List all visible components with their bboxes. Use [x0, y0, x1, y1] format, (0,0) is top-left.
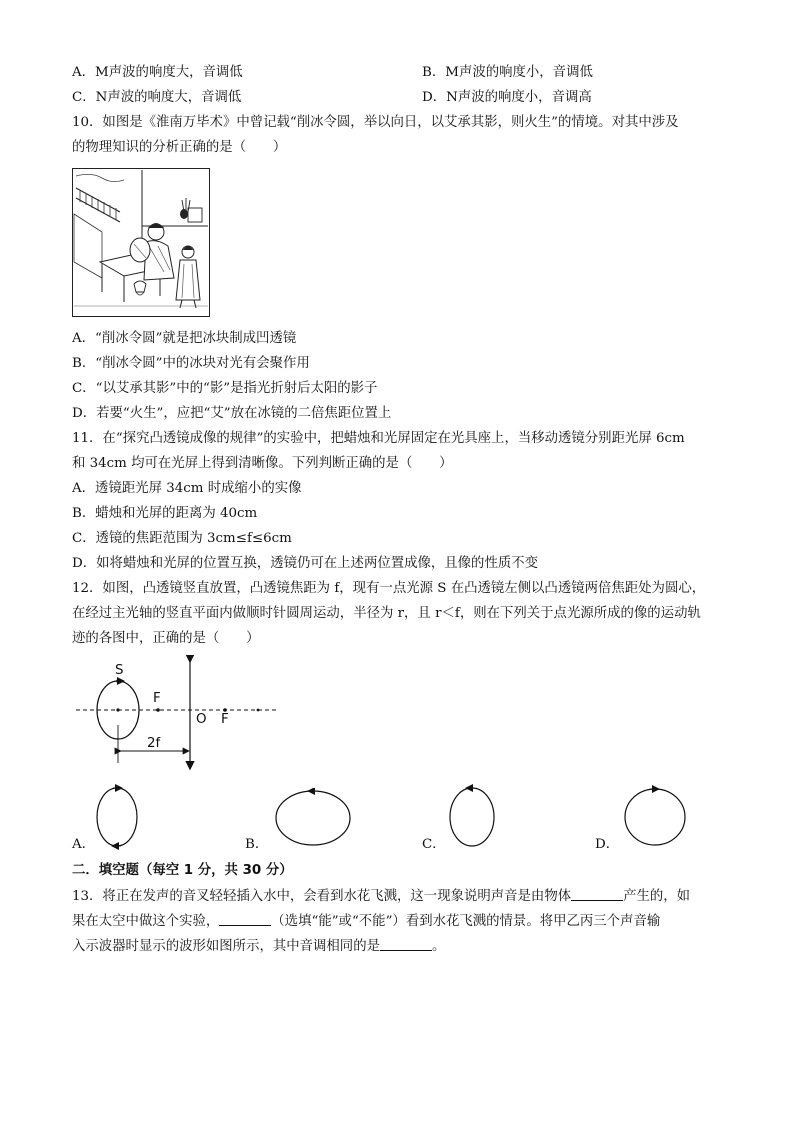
q13-blank-1[interactable] [571, 888, 623, 901]
q13-line2-text-a: 果在太空中做这个实验， [72, 914, 220, 929]
q10-option-c: C．“以艾承其影”中的“影”是指光折射后太阳的影子 [72, 381, 378, 396]
q13-line2-text-b: （选填“能”或“不能”）看到水花飞溅的情景。将甲乙丙三个声音输 [271, 914, 661, 929]
q12-choice-a-label: A． [72, 837, 96, 852]
q10-option-d: D．若要“火生”，应把“艾”放在冰镜的二倍焦距位置上 [72, 406, 392, 421]
q13-line3-text-b: 。 [431, 939, 446, 954]
convex-lens-diagram [70, 655, 285, 775]
q12-stem-line3: 迹的各图中，正确的是（ ） [72, 631, 260, 646]
section-title: 二．填空题（每空 1 分，共 30 分） [72, 863, 293, 878]
q10-stem-line1: 10．如图是《淮南万毕术》中曾记载“削冰令圆，举以向日，以艾承其影，则火生”的情境。对其中涉及 [72, 115, 679, 130]
focus-left-point [156, 708, 160, 712]
q13-blank-3[interactable] [380, 938, 432, 951]
q13-line1-text-b: 产生的，如 [623, 889, 691, 904]
choice-b-drawing [272, 788, 354, 848]
q13-blank-2[interactable] [219, 913, 271, 926]
choice-d-drawing [620, 785, 690, 849]
q10-option-b: B．“削冰令圆”中的冰块对光有会聚作用 [72, 356, 310, 371]
q11-stem-line1: 11．在“探究凸透镜成像的规律”的实验中，把蜡烛和光屏固定在光具座上，当移动透镜分别距光屏 6cm [72, 431, 685, 446]
choice-a-drawing [92, 783, 142, 851]
q9-option-b: B．M声波的响度小，音调低 [422, 65, 593, 80]
q10-option-a: A．“削冰令圆”就是把冰块制成凹透镜 [72, 331, 297, 346]
label-o: O [196, 712, 207, 727]
choice-c-drawing [445, 783, 499, 851]
q11-option-c: C．透镜的焦距范围为 3cm≤f≤6cm [72, 531, 292, 546]
q12-stem-line1: 12．如图，凸透镜竖直放置，凸透镜焦距为 f，现有一点光源 S 在凸透镜左侧以凸透镜两倍焦距处为圆心， [72, 581, 706, 596]
q13-line3 [72, 938, 445, 956]
q12-choice-b-label: B． [245, 837, 269, 852]
two-f-right-point [257, 709, 260, 712]
q13-line1-text-a: 13．将正在发声的音叉轻轻插入水中，会看到水花飞溅，这一现象说明声音是由物体 [72, 889, 572, 904]
label-2f: 2f [147, 736, 161, 751]
label-f-left: F [153, 691, 161, 706]
q11-option-b: B．蜡烛和光屏的距离为 40cm [72, 506, 258, 521]
q9-option-d: D．N声波的响度小，音调高 [422, 90, 592, 105]
center-2f-point [116, 708, 119, 711]
q11-option-a: A．透镜距光屏 34cm 时成缩小的实像 [72, 481, 302, 496]
q11-option-d: D．如将蜡烛和光屏的位置互换，透镜仍可在上述两位置成像，且像的性质不变 [72, 556, 539, 571]
point-source [116, 679, 120, 683]
q9-option-a: A．M声波的响度大，音调低 [72, 65, 243, 80]
q9-option-c: C．N声波的响度大，音调低 [72, 90, 242, 105]
q12-choice-d-label: D． [595, 837, 620, 852]
q10-stem-line2: 的物理知识的分析正确的是（ ） [72, 140, 287, 155]
q13-line2 [72, 913, 660, 931]
q13-line3-text-a: 入示波器时显示的波形如图所示，其中音调相同的是 [72, 939, 380, 954]
q11-stem-line2: 和 34cm 均可在光屏上得到清晰像。下列判断正确的是（ ） [72, 456, 453, 471]
label-s: S [115, 663, 124, 678]
q12-stem-line2: 在经过主光轴的竖直平面内做顺时针圆周运动，半径为 r，且 r＜f，则在下列关于点光源所成的像的运动轨 [72, 606, 701, 621]
label-f-right: F [221, 712, 229, 727]
q12-choice-c-label: C． [422, 837, 446, 852]
ancient-illustration [72, 168, 210, 317]
q13-line1 [72, 888, 690, 906]
